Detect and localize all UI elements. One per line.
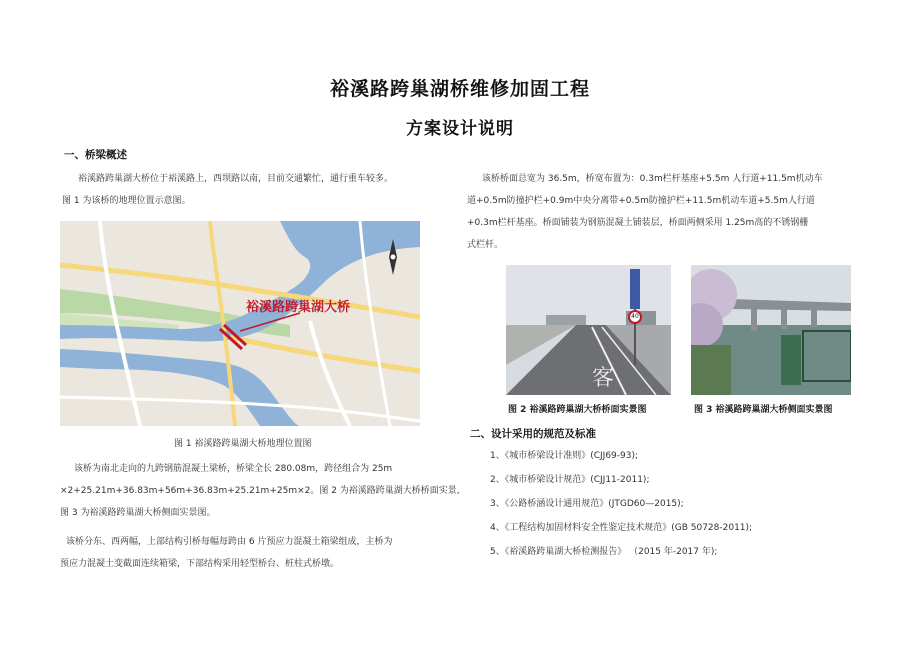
right-para-line1: 该桥桥面总宽为 36.5m，桥宽布置为：0.3m栏杆基座+5.5m 人行道+11.5m机动车 bbox=[482, 174, 823, 184]
right-para-line4: 式栏杆。 bbox=[467, 240, 504, 250]
right-para-line3: +0.3m栏杆基座。桥面铺装为钢筋混凝土铺装层，桥面两侧采用 1.25m高的不锈钢栅 bbox=[467, 218, 809, 228]
para2-line2: ×2+25.21m+36.83m+56m+36.83m+25.21m+25m×2。图 2 为裕溪路跨巢湖大桥桥面实景, bbox=[60, 486, 460, 496]
para1-line2: 图 1 为该桥的地理位置示意图。 bbox=[62, 196, 191, 206]
standard-item: 1、《城市桥梁设计准则》(CJJ69-93); bbox=[490, 451, 639, 461]
standard-item: 4、《工程结构加固材料安全性鉴定技术规范》(GB 50728-2011); bbox=[490, 523, 753, 533]
deck-photo-graphic bbox=[506, 265, 671, 395]
section-1-heading: 一、桥梁概述 bbox=[64, 149, 127, 161]
map-bridge-label: 裕溪路跨巢湖大桥 bbox=[246, 300, 351, 315]
bridge-side-photo bbox=[691, 265, 851, 395]
document-title: 裕溪路跨巢湖桥维修加固工程 bbox=[329, 78, 590, 100]
road-marking-text: 客 bbox=[592, 366, 615, 391]
speed-sign-text: 40 bbox=[631, 313, 639, 320]
para3-line1: 该桥分东、西两幅，上部结构引桥每幅每跨由 6 片预应力混凝土箱梁组成，主桥为 bbox=[66, 537, 393, 547]
standard-item: 2、《城市桥梁设计规范》(CJJ11-2011); bbox=[490, 475, 650, 485]
right-para-line2: 道+0.5m防撞护栏+0.9m中央分离带+0.5m防撞护栏+11.5m机动车道+5.5m人行道 bbox=[467, 196, 815, 206]
para1-line1: 裕溪路跨巢湖大桥位于裕溪路上，西坝路以南，目前交通繁忙，通行重车较多。 bbox=[78, 174, 394, 184]
bridge-deck-photo bbox=[506, 265, 671, 395]
section-2-heading: 二、设计采用的规范及标准 bbox=[470, 428, 596, 440]
map-graphic bbox=[60, 221, 420, 426]
para2-line1: 该桥为南北走向的九跨钢筋混凝土梁桥，桥梁全长 280.08m，跨径组合为 25m bbox=[74, 464, 393, 474]
fig1-caption: 图 1 裕溪路跨巢湖大桥地理位置图 bbox=[174, 439, 312, 449]
standard-item: 3、《公路桥涵设计通用规范》(JTGD60—2015); bbox=[490, 499, 684, 509]
para2-line3: 图 3 为裕溪路跨巢湖大桥侧面实景图。 bbox=[60, 508, 216, 518]
fig3-caption: 图 3 裕溪路跨巢湖大桥侧面实景图 bbox=[694, 405, 833, 415]
document-subtitle: 方案设计说明 bbox=[406, 119, 514, 139]
location-map bbox=[60, 221, 420, 426]
side-photo-graphic bbox=[691, 265, 851, 395]
para3-line2: 预应力混凝土变截面连续箱梁，下部结构采用轻型桥台、桩柱式桥墩。 bbox=[60, 559, 340, 569]
fig2-caption: 图 2 裕溪路跨巢湖大桥桥面实景图 bbox=[508, 405, 647, 415]
standard-item: 5、《裕溪路跨巢湖大桥检测报告》 （2015 年-2017 年); bbox=[490, 547, 718, 557]
